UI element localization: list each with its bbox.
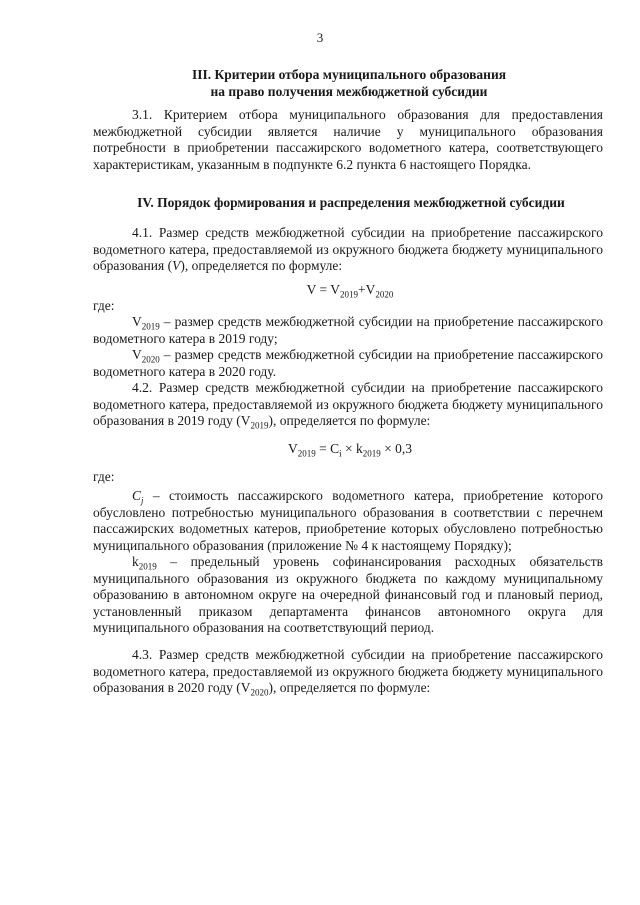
paragraph-3-1: [93, 107, 603, 173]
paragraph-4-2: 4.2. Размер средств межбюджетной субсидии на приобретение пассажирского водометного катера, предоставляемой из окружного бюджета бюджету муниципального образования в 2019 году $(V_{2019})$, определяется по формуле:: [93, 380, 603, 431]
definition-v2020: $V_{2020}$ – размер средств межбюджетной субсидии на приобретение пассажирского водометного катера в 2020 году.: [93, 347, 603, 379]
formula-v-total: $V = V_{2019}+V_{2020}$: [306, 282, 394, 300]
section-4-heading: IV. Порядок формирования и распределения межбюджетной субсидии: [137, 195, 565, 210]
section-3-heading-line1: III. Критерии отбора муниципального образования: [191, 67, 507, 82]
where-label-1: где:: [93, 298, 115, 313]
paragraph-3-1-text: 3.1. Критерием отбора муниципального образования для предоставления межбюджетной субсидии является наличие у муниципального образования потребности в приобретении пассажирского водометного катера, соответствующего характеристикам, указанным в подпункте 6.2 пункта 6 настоящего Порядка.: [93, 107, 603, 172]
page-number: 3: [316, 30, 324, 45]
paragraph-4-3: 4.3. Размер средств межбюджетной субсидии на приобретение пассажирского водометного катера, предоставляемой из окружного бюджета бюджету муниципального образования в 2020 году $(V_{2020})$, определяется по формуле:: [93, 647, 603, 698]
variable-v: V: [172, 258, 181, 273]
paragraph-4-1: [93, 225, 603, 275]
paragraph-4-1-text-b: ), определяется по формуле:: [180, 258, 343, 273]
formula-v2019: $V_{2019} = C_i \times k_{2019} \times 0,3$: [287, 441, 412, 459]
definition-v2019: $V_{2019}$ – размер средств межбюджетной субсидии на приобретение пассажирского водометного катера в 2019 году;: [93, 314, 603, 346]
definition-cj: $C_j$ – стоимость пассажирского водометного катера, приобретение которого обусловлено потребностью муниципального образования в соответствии с перечнем пассажирских водометных катеров, приобретение которых обусловлено потребностью муниципального образования (приложение № 4 к настоящему Порядку);: [93, 488, 603, 553]
definition-k2019: $k_{2019}$ – предельный уровень софинансирования расходных обязательств муниципального образования из окружного бюджета по каждому муниципальному образованию в автономном округе на очередной финансовый год и плановый период, установленный приказом департамента финансов автономного округа для муниципального образования на соответствующий период.: [93, 554, 603, 635]
paragraph-4-1-text-a: 4.1. Размер средств межбюджетной субсидии на приобретение пассажирского водометного катера, предоставляемой из окружного бюджета бюджету муниципального образования (: [93, 225, 603, 273]
section-3-heading-line2: на право получения межбюджетной субсидии: [210, 84, 488, 99]
section-3-heading: [90, 66, 608, 100]
where-label-2: где:: [93, 469, 115, 484]
